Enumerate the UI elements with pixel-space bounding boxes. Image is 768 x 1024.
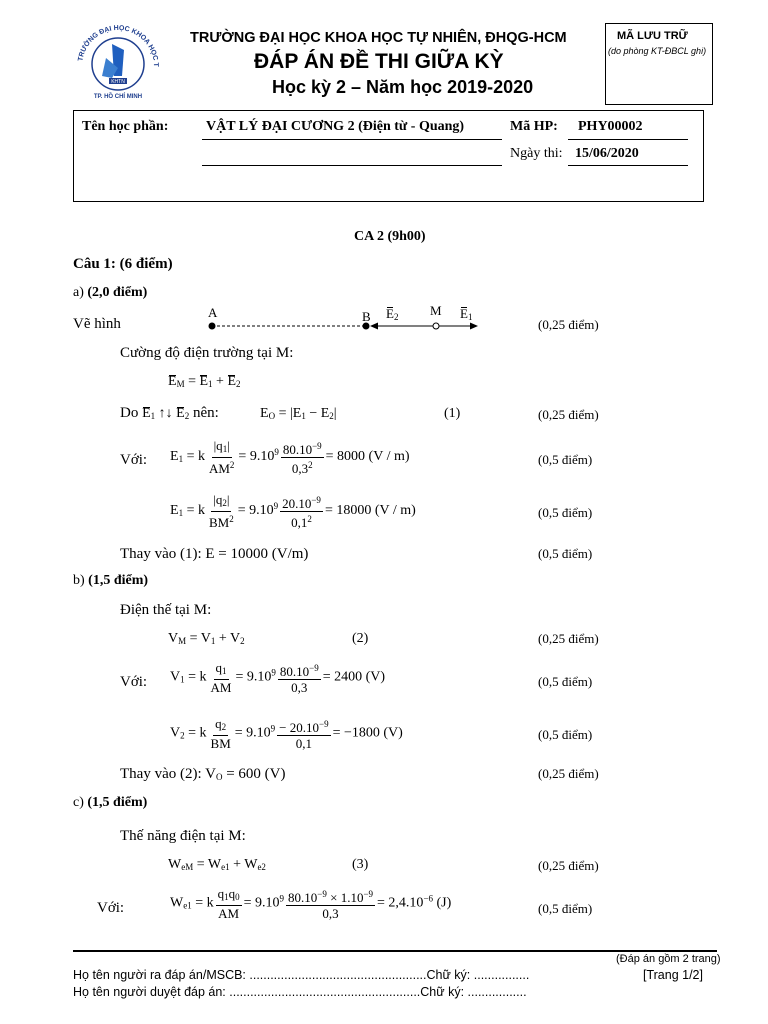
pages-note: (Đáp án gồm 2 trang) [616,953,721,965]
draw-points: (0,25 điểm) [538,317,599,332]
point-B-label: B [362,309,371,324]
svg-text:KHTN: KHTN [111,79,125,85]
course-label: Tên học phần: [82,119,169,134]
eq1: $E_O = |E_1 - E_2|$ [260,406,337,421]
document-title: ĐÁP ÁN ĐỀ THI GIỮA KỲ [254,50,504,73]
svg-text:TRƯỜNG ĐẠI HỌC KHOA HỌC TỰ NHI: TRƯỜNG ĐẠI HỌC KHOA HỌC T [77,24,160,68]
eq3-tag: (3) [352,857,369,872]
V1-calculation: $V_1 = k$ $\frac{q_1}{AM}$ = $9.10^9$ $\frac{80.10^{-9}}{0,3}$ = 2400 (V) [170,660,386,695]
V1-points: (0,5 điểm) [538,674,593,689]
course-code: PHY00002 [578,119,643,134]
eq2-points: (0,25 điểm) [538,631,599,646]
We1-calculation: $W_{e1} = k$ $\frac{q_1q_0}{AM}$ = $9.10^9$ $\frac{80.10^{-9} \times 1.10^{-9}}{0,3}$ = $2,4.10^{-6}$ (J) [170,886,452,921]
energy-intro: Thế năng điện tại M: [120,828,246,844]
archive-note: (do phòng KT-ĐBCL ghi) [608,46,707,56]
with-label-3: Với: [97,900,125,916]
page-number: [Trang 1/2] [643,968,703,982]
vector-E2-label: $E_2$ [386,306,399,322]
question-1-title: Câu 1: (6 điểm) [73,256,173,272]
archive-label: MÃ LƯU TRỮ [617,30,688,42]
course-name-underline [202,139,502,140]
university-logo [68,20,168,100]
substitution-2-points: (0,25 điểm) [538,766,599,781]
eq2: $V_M = V_1 + V_2$ [168,631,245,646]
V2-calculation: $V_2 = k$ $\frac{q_2}{BM}$ = $9.10^9$ $\frac{- 20.10^{-9}}{0,1}$ = −1800 (V) [170,716,403,751]
svg-text:TP. HỒ CHÍ MINH: TP. HỒ CHÍ MINH [93,94,143,100]
eq2-tag: (2) [352,631,369,646]
field-intro: Cường độ điện trường tại M: [120,345,294,361]
field-superposition-eq: $E_M = E_1 + E_2$ [168,374,241,389]
session-title: CA 2 (9h00) [354,229,426,244]
with-label-1: Với: [120,452,148,468]
eq1-tag: (1) [444,406,461,421]
direction-note: Do $E_1$ ↑↓ $E_2$ nên: [120,405,219,421]
course-name-underline-2 [202,165,502,166]
author-line: Họ tên người ra đáp án/MSCB: ...................................................Chữ ký: ................ [73,968,530,982]
V2-points: (0,5 điểm) [538,727,593,742]
substitution-1-points: (0,5 điểm) [538,546,593,561]
draw-figure-label: Vẽ hình [73,316,121,332]
point-A-label: A [208,305,218,320]
university-name: TRƯỜNG ĐẠI HỌC KHOA HỌC TỰ NHIÊN, ĐHQG-HCM [190,30,567,46]
potential-intro: Điện thế tại M: [120,602,212,618]
semester-line: Học kỳ 2 – Năm học 2019-2020 [272,77,534,97]
eq3: $W_{eM} = W_{e1} + W_{e2}$ [168,857,266,872]
course-code-underline [568,139,688,140]
field-diagram [200,302,490,338]
course-code-label: Mã HP: [510,119,558,134]
point-M-label: M [430,303,442,318]
exam-date-label: Ngày thi: [510,146,563,161]
exam-date: 15/06/2020 [575,146,639,161]
course-name: VẬT LÝ ĐẠI CƯƠNG 2 (Điện từ - Quang) [206,119,465,134]
vector-E1-label: $E_1$ [460,306,473,322]
E2-calculation: $E_1 = k$ $\frac{|q_2|}{BM^2}$ = $9.10^9$ $\frac{20.10^{-9}}{0,1^2}$ = 18000 (V / m) [170,492,416,530]
footer-divider [73,950,717,952]
We1-points: (0,5 điểm) [538,901,593,916]
E2-points: (0,5 điểm) [538,505,593,520]
part-b-heading: b) (1,5 điểm) [73,573,149,588]
with-label-2: Với: [120,674,148,690]
exam-date-underline [568,165,688,166]
substitution-2: Thay vào (2): $V_O = 600$ (V) [120,766,286,782]
part-a-heading: a) (2,0 điểm) [73,285,148,300]
E1-calculation: $E_1 = k$ $\frac{|q_1|}{AM^2}$ = $9.10^9$ $\frac{80.10^{-9}}{0,3^2}$ = 8000 (V / m) [170,438,410,476]
E1-points: (0,5 điểm) [538,452,593,467]
part-c-heading: c) (1,5 điểm) [73,795,148,810]
eq1-points: (0,25 điểm) [538,407,599,422]
substitution-1: Thay vào (1): E = 10000 (V/m) [120,546,309,562]
reviewer-line: Họ tên người duyệt đáp án: .......................................................Chữ ký: ................. [73,985,527,999]
eq3-points: (0,25 điểm) [538,858,599,873]
